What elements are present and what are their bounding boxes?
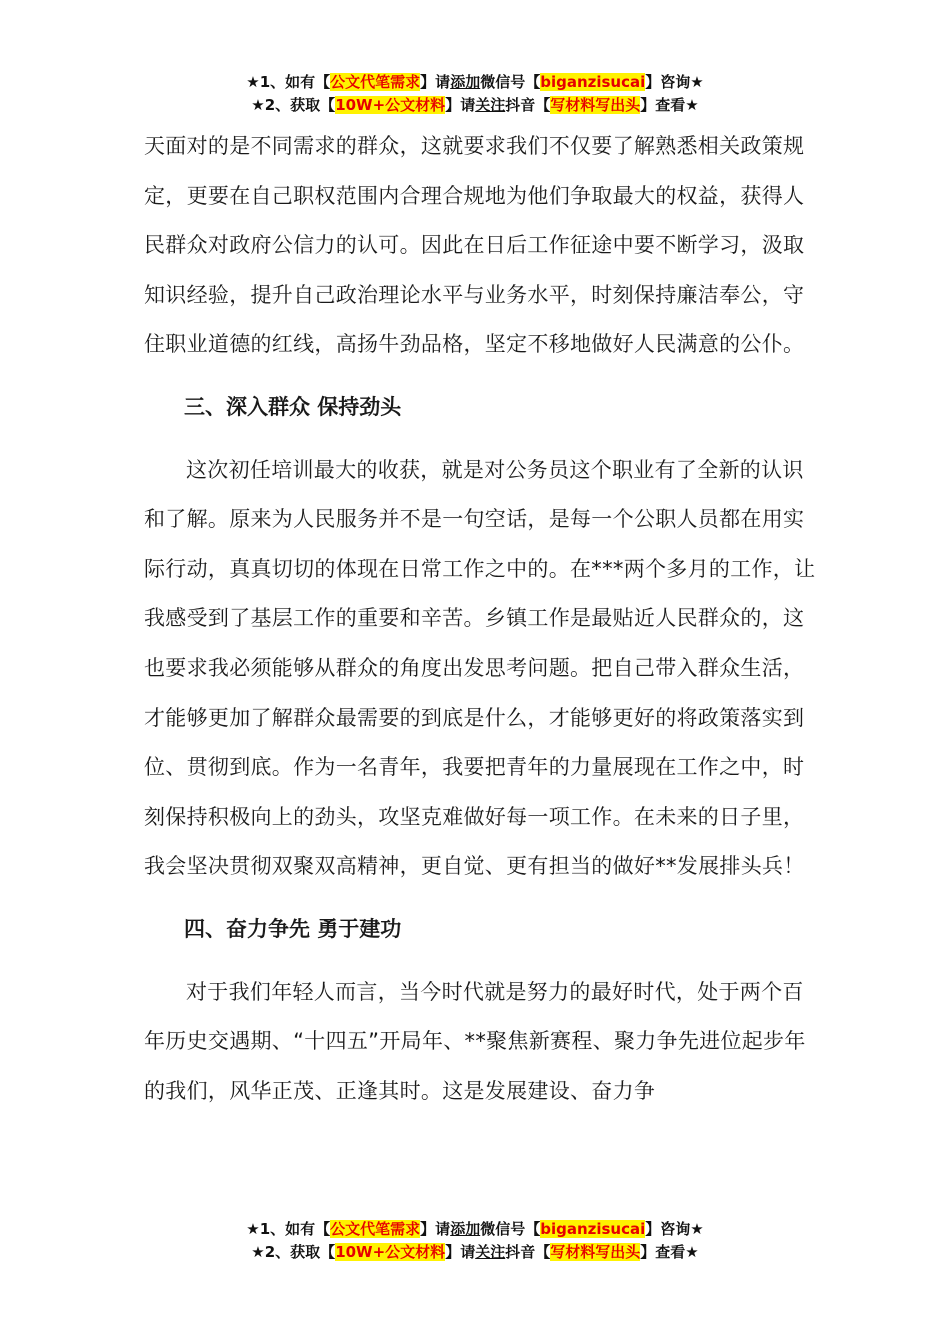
banner-line-1	[0, 1218, 950, 1241]
section-heading: 三、深入群众 保持劲头	[184, 394, 402, 419]
banner-highlight: 10W+公文材料	[335, 96, 446, 114]
section-heading: 四、奋力争先 勇于建功	[184, 916, 402, 941]
banner-text: 微信号【	[480, 1220, 541, 1238]
banner-line-2	[0, 1241, 950, 1264]
footer-banner	[0, 1218, 950, 1264]
banner-text: 】请	[420, 73, 451, 91]
banner-wechat-id: biganzisucai	[540, 73, 646, 91]
banner-underlined: 关注	[475, 1243, 506, 1261]
banner-text: 】查看★	[640, 96, 699, 114]
banner-text: 】请	[445, 1243, 476, 1261]
banner-wechat-id: biganzisucai	[540, 1220, 646, 1238]
banner-text: ★1、如有【	[246, 1220, 331, 1238]
banner-highlight: 10W+公文材料	[335, 1243, 446, 1261]
paragraph: 对于我们年轻人而言，当今时代就是努力的最好时代，处于两个百年历史交遇期、“十四五”开局年、**聚焦新赛程、聚力争先进位起步年的我们，风华正茂、正逢其时。这是发展建设、奋力争	[144, 979, 806, 1103]
paragraph: 这次初任培训最大的收获，就是对公务员这个职业有了全新的认识和了解。原来为人民服务并不是一句空话，是每一个公职人员都在用实际行动，真真切切的体现在日常工作之中的。在***两个多月的工作，让我感受到了基层工作的重要和辛苦。乡镇工作是最贴近人民群众的，这也要求我必须能够从群众的角度出发思考问题。把自己带入群众生活，才能够更加了解群众最需要的到底是什么，才能够更好的将政策落实到位、贯彻到底。作为一名青年，我要把青年的力量展现在工作之中，时刻保持积极向上的劲头，攻坚克难做好每一项工作。在未来的日子里，我会坚决贯彻双聚双高精神，更自觉、更有担当的做好**发展排头兵！	[144, 457, 816, 879]
banner-text: 抖音【	[505, 96, 551, 114]
banner-text: 】咨询★	[645, 73, 704, 91]
banner-douyin-name: 写材料写出头	[550, 96, 641, 114]
banner-text: ★2、获取【	[251, 1243, 336, 1261]
document-body	[144, 122, 824, 1116]
banner-text: ★2、获取【	[251, 96, 336, 114]
paragraph: 天面对的是不同需求的群众，这就要求我们不仅要了解熟悉相关政策规定，更要在自己职权范围内合理合规地为他们争取最大的权益，获得人民群众对政府公信力的认可。因此在日后工作征途中要不断学习，汲取知识经验，提升自己政治理论水平与业务水平，时刻保持廉洁奉公，守住职业道德的红线，高扬牛劲品格，坚定不移地做好人民满意的公仆。	[144, 134, 805, 357]
header-banner	[0, 71, 950, 117]
banner-text: 】咨询★	[645, 1220, 704, 1238]
banner-text: 】请	[445, 96, 476, 114]
banner-highlight: 公文代笔需求	[330, 73, 421, 91]
banner-underlined: 添加	[450, 73, 481, 91]
banner-text: ★1、如有【	[246, 73, 331, 91]
banner-douyin-name: 写材料写出头	[550, 1243, 641, 1261]
banner-line-1	[0, 71, 950, 94]
banner-underlined: 关注	[475, 96, 506, 114]
banner-line-2	[0, 94, 950, 117]
banner-text: 抖音【	[505, 1243, 551, 1261]
banner-text: 微信号【	[480, 73, 541, 91]
banner-underlined: 添加	[450, 1220, 481, 1238]
banner-text: 】请	[420, 1220, 451, 1238]
banner-text: 】查看★	[640, 1243, 699, 1261]
banner-highlight: 公文代笔需求	[330, 1220, 421, 1238]
